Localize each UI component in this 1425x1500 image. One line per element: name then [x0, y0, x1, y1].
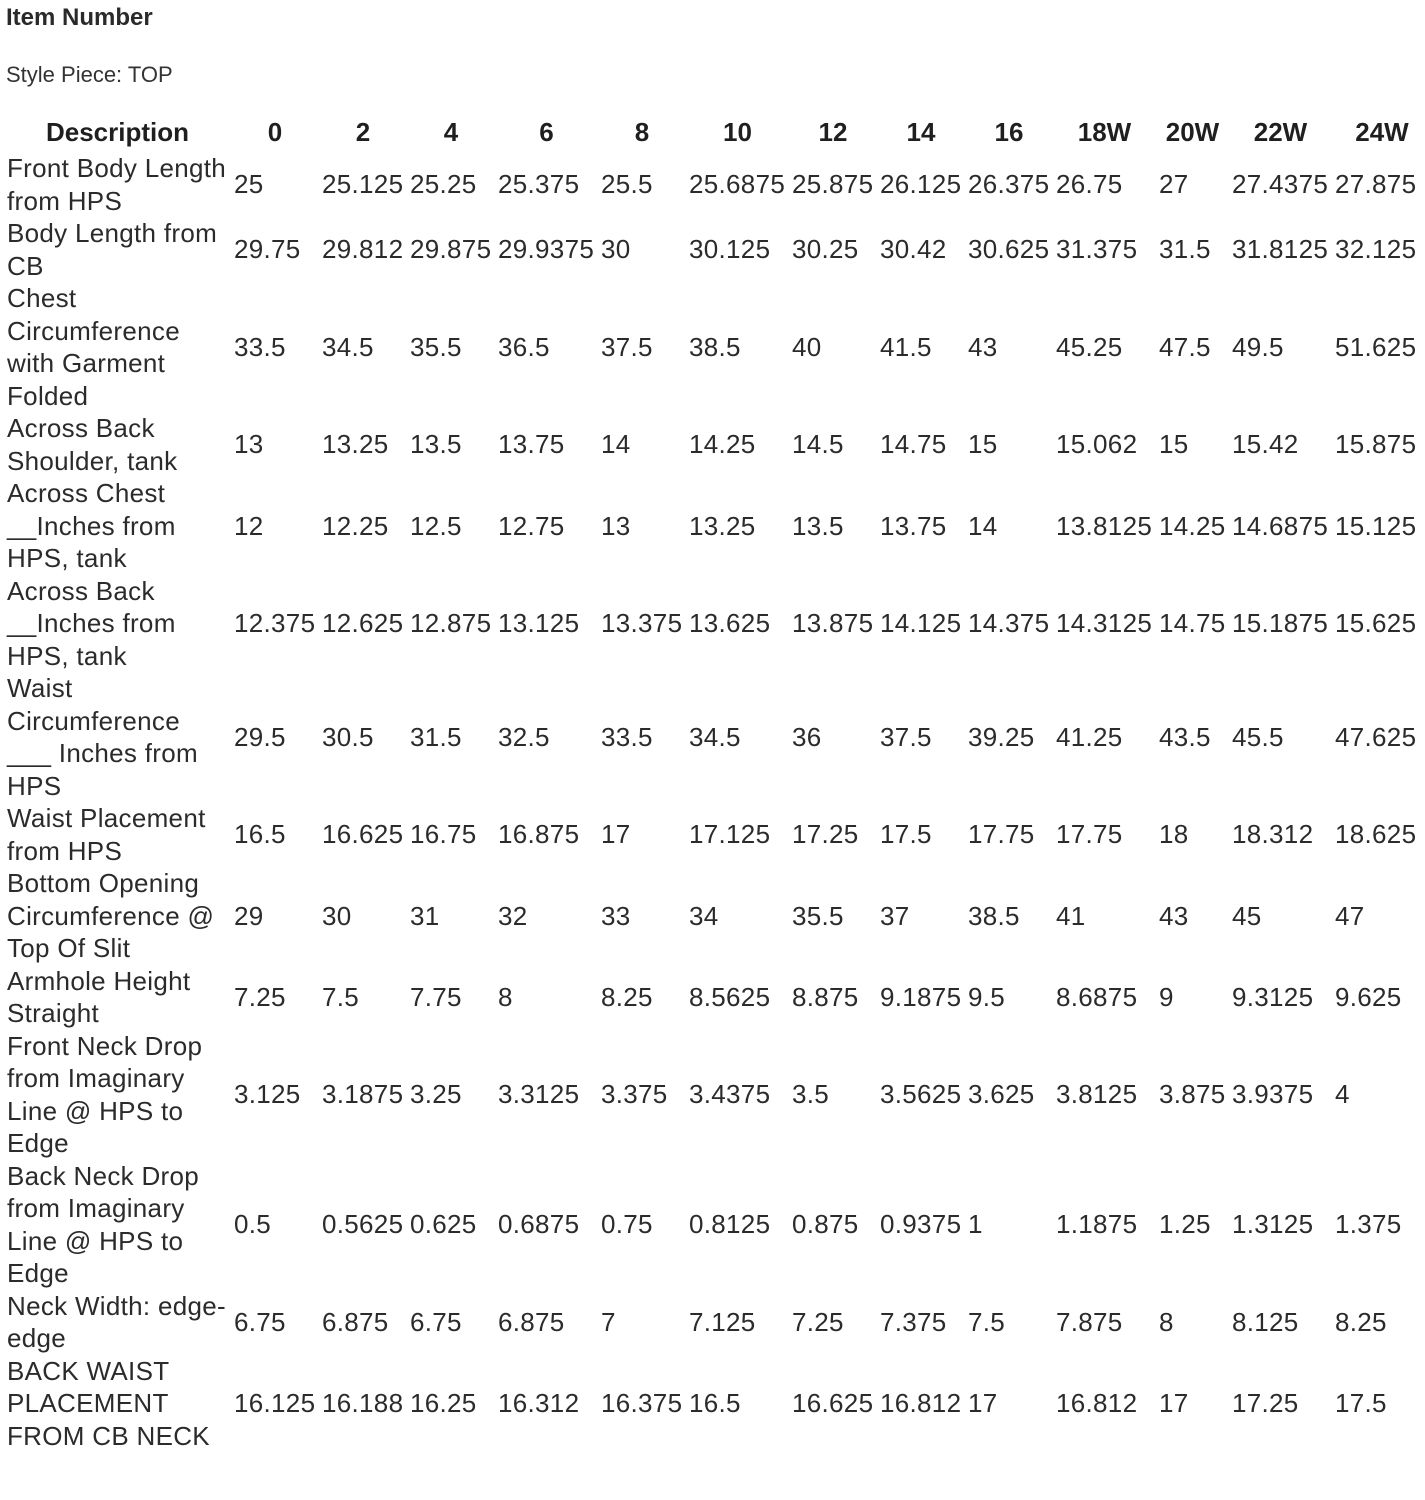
- measurement-cell: 29.9375: [498, 234, 595, 265]
- measurement-cell: 33: [601, 900, 631, 931]
- measurement-cell: 31: [410, 900, 440, 931]
- measurement-cell: 8.5625: [689, 981, 771, 1012]
- measurement-cell: 8.875: [792, 981, 859, 1012]
- table-row: [4, 1030, 1425, 1160]
- measurement-cell: 25.375: [498, 169, 580, 200]
- table-row: [4, 1160, 1425, 1290]
- measurement-cell: 3.1875: [322, 1079, 404, 1110]
- table-header-row: [4, 112, 1425, 152]
- measurement-cell: 17.75: [968, 819, 1035, 850]
- measurement-cell: 16.812: [880, 1388, 962, 1418]
- measurement-cell: 30.625: [968, 234, 1050, 265]
- measurement-cell: 29.5: [234, 721, 286, 752]
- measurement-cell: 13.375: [601, 608, 683, 638]
- measurement-cell: 30: [601, 234, 631, 265]
- measurement-cell: 47.625: [1335, 721, 1417, 752]
- measurement-cell: 1: [968, 1209, 983, 1240]
- measurement-cell: 41.5: [880, 331, 932, 362]
- measurement-cell: 31.375: [1056, 234, 1138, 265]
- measurement-cell: 29.875: [410, 234, 492, 265]
- measurement-cell: 34.5: [689, 721, 741, 752]
- size-column-header: 0: [267, 116, 283, 147]
- measurement-cell: 36.5: [498, 331, 550, 362]
- measurement-cell: 16.188: [322, 1388, 404, 1418]
- measurement-cell: 9.1875: [880, 981, 962, 1012]
- measurement-cell: 6.75: [410, 1306, 462, 1337]
- measurement-cell: 36: [792, 721, 822, 752]
- measurement-cell: 33.5: [601, 721, 653, 752]
- measurement-cell: 9.625: [1335, 981, 1402, 1012]
- measurement-cell: 37: [880, 900, 910, 931]
- table-row: [4, 412, 1425, 477]
- row-description: Across Back Shoulder, tank: [7, 413, 178, 476]
- measurement-cell: 7.375: [880, 1306, 947, 1337]
- measurement-cell: 13: [601, 510, 631, 541]
- size-column-header: 20W: [1165, 116, 1220, 147]
- measurement-cell: 51.625: [1335, 331, 1417, 362]
- measurement-cell: 0.625: [410, 1209, 477, 1240]
- description-column-header: Description: [45, 116, 190, 147]
- measurement-cell: 6.875: [322, 1306, 389, 1337]
- table-row: [4, 152, 1425, 217]
- measurement-cell: 37.5: [880, 721, 932, 752]
- table-row: [4, 965, 1425, 1030]
- measurement-cell: 16.312: [498, 1388, 580, 1418]
- measurement-cell: 29.812: [322, 234, 404, 265]
- measurement-cell: 30.42: [880, 234, 947, 265]
- measurement-cell: 26.125: [880, 169, 962, 200]
- measurement-cell: 3.9375: [1232, 1079, 1314, 1110]
- measurement-cell: 17.5: [880, 819, 932, 850]
- measurement-cell: 16.625: [792, 1388, 874, 1418]
- measurement-cell: 9.3125: [1232, 981, 1314, 1012]
- measurement-cell: 14: [968, 510, 998, 541]
- row-description: Across Back __Inches from HPS, tank: [7, 575, 176, 671]
- measurement-cell: 14.75: [1159, 608, 1226, 638]
- measurement-cell: 0.8125: [689, 1209, 771, 1240]
- measurement-cell: 16.125: [234, 1388, 316, 1418]
- measurement-cell: 14.25: [689, 429, 756, 460]
- table-row: [4, 217, 1425, 282]
- measurement-cell: 15: [1159, 429, 1189, 460]
- measurement-cell: 40: [792, 331, 822, 362]
- measurement-cell: 8.25: [601, 981, 653, 1012]
- measurement-cell: 14.6875: [1232, 510, 1329, 541]
- measurement-cell: 7.25: [792, 1306, 844, 1337]
- measurement-cell: 25.125: [322, 169, 404, 200]
- measurement-cell: 8.125: [1232, 1306, 1299, 1337]
- measurement-cell: 47: [1335, 900, 1365, 931]
- measurement-cell: 3.125: [234, 1079, 301, 1110]
- table-row: [4, 1290, 1425, 1355]
- measurement-cell: 25.25: [410, 169, 477, 200]
- table-row: [4, 1355, 1425, 1453]
- measurement-cell: 34.5: [322, 331, 374, 362]
- measurement-cell: 16.5: [689, 1388, 741, 1418]
- measurement-cell: 7.25: [234, 981, 286, 1012]
- measurement-cell: 27: [1159, 169, 1189, 200]
- measurement-cell: 17.25: [792, 819, 859, 850]
- measurement-cell: 41.25: [1056, 721, 1123, 752]
- measurement-cell: 30: [322, 900, 352, 931]
- measurement-cell: 0.875: [792, 1209, 859, 1240]
- size-column-header: 18W: [1077, 116, 1132, 147]
- measurement-cell: 8.6875: [1056, 981, 1138, 1012]
- measurement-cell: 14.3125: [1056, 608, 1153, 638]
- measurement-cell: 32: [498, 900, 528, 931]
- measurement-cell: 38.5: [968, 900, 1020, 931]
- measurement-cell: 15.125: [1335, 510, 1417, 541]
- size-column-header: 10: [723, 116, 752, 147]
- measurement-cell: 9.5: [968, 981, 1006, 1012]
- measurement-cell: 27.4375: [1232, 169, 1329, 200]
- measurement-cell: 14.5: [792, 429, 844, 460]
- measurement-cell: 16.875: [498, 819, 580, 850]
- measurement-cell: 25.875: [792, 169, 874, 200]
- measurement-cell: 12.625: [322, 608, 404, 638]
- measurement-cell: 15.875: [1335, 429, 1417, 460]
- size-column-header: 16: [994, 116, 1024, 147]
- size-column-header: 14: [906, 116, 936, 147]
- measurement-cell: 13.75: [880, 510, 947, 541]
- measurement-cell: 3.5625: [880, 1079, 962, 1110]
- measurement-cell: 0.9375: [880, 1209, 962, 1240]
- measurement-cell: 43: [1159, 900, 1189, 931]
- measurement-cell: 3.8125: [1056, 1079, 1138, 1110]
- measurement-cell: 14.75: [880, 429, 947, 460]
- row-description: Body Length from CB: [7, 218, 218, 281]
- measurement-cell: 13.625: [689, 608, 771, 638]
- style-piece-label: Style Piece: TOP: [6, 62, 173, 87]
- row-description: Bottom Opening Circumference @ Top Of Slit: [7, 868, 215, 963]
- measurement-cell: 29: [234, 900, 264, 931]
- measurement-cell: 45.5: [1232, 721, 1284, 752]
- measurement-cell: 17: [601, 819, 631, 850]
- measurement-cell: 29.75: [234, 234, 301, 265]
- measurement-cell: 15.1875: [1232, 608, 1329, 638]
- row-description: Front Neck Drop from Imaginary Line @ HPS to Edge: [7, 1030, 203, 1158]
- measurement-cell: 1.1875: [1056, 1209, 1138, 1240]
- table-row: [4, 575, 1425, 673]
- measurement-cell: 16.75: [410, 819, 477, 850]
- size-column-header: 2: [355, 116, 371, 147]
- measurement-cell: 38.5: [689, 331, 741, 362]
- row-description: Waist Placement from HPS: [7, 803, 206, 866]
- measurement-cell: 12.875: [410, 608, 492, 638]
- size-column-header: 24W: [1355, 116, 1409, 147]
- measurement-cell: 47.5: [1159, 331, 1211, 362]
- measurement-cell: 3.625: [968, 1079, 1035, 1110]
- measurement-cell: 39.25: [968, 721, 1035, 752]
- measurement-cell: 16.625: [322, 819, 404, 850]
- measurement-cell: 9: [1159, 981, 1174, 1012]
- measurement-cell: 13.75: [498, 429, 565, 460]
- measurement-cell: 7.875: [1056, 1306, 1123, 1337]
- measurement-cell: 41: [1056, 900, 1086, 931]
- measurement-cell: 16.5: [234, 819, 286, 850]
- measurement-cell: 14.375: [968, 608, 1050, 638]
- measurement-cell: 15.625: [1335, 608, 1417, 638]
- measurement-cell: 18: [1159, 819, 1189, 850]
- measurement-cell: 27.875: [1335, 169, 1417, 200]
- measurement-cell: 30.25: [792, 234, 859, 265]
- measurement-cell: 3.5: [792, 1079, 830, 1110]
- measurement-cell: 8: [498, 981, 513, 1012]
- measurement-cell: 25.5: [601, 169, 653, 200]
- row-description: Armhole Height Straight: [7, 965, 191, 1028]
- measurement-cell: 18.312: [1232, 819, 1314, 850]
- measurement-cell: 31.5: [410, 721, 462, 752]
- measurement-cell: 14.125: [880, 608, 962, 638]
- measurement-cell: 31.8125: [1232, 234, 1329, 265]
- measurement-cell: 17.5: [1335, 1388, 1387, 1418]
- size-column-header: 12: [818, 116, 848, 147]
- row-description: BACK WAIST PLACEMENT FROM CB NECK: [7, 1355, 210, 1451]
- measurement-cell: 0.5625: [322, 1209, 404, 1240]
- measurement-cell: 7.5: [322, 981, 360, 1012]
- measurement-cell: 43.5: [1159, 721, 1211, 752]
- measurement-cell: 31.5: [1159, 234, 1211, 265]
- measurement-cell: 13.5: [792, 510, 844, 541]
- measurement-cell: 26.375: [968, 169, 1050, 200]
- table-row: [4, 867, 1425, 965]
- measurement-cell: 25.6875: [689, 169, 786, 200]
- measurement-cell: 33.5: [234, 331, 286, 362]
- measurement-cell: 14.25: [1159, 510, 1226, 541]
- row-description: Chest Circumference with Garment Folded: [7, 283, 180, 411]
- measurement-cell: 12.375: [234, 608, 316, 638]
- measurement-cell: 17.125: [689, 819, 771, 850]
- table-body: [4, 152, 1425, 1452]
- measurement-cell: 32.125: [1335, 234, 1417, 265]
- measurement-cell: 7: [601, 1306, 616, 1337]
- measurement-cell: 13.5: [410, 429, 462, 460]
- measurement-cell: 6.875: [498, 1306, 565, 1337]
- measurement-cell: 49.5: [1232, 331, 1284, 362]
- row-description: Back Neck Drop from Imaginary Line @ HPS to Edge: [7, 1160, 200, 1288]
- measurement-cell: 12.75: [498, 510, 565, 541]
- measurement-cell: 30.125: [689, 234, 771, 265]
- measurement-cell: 18.625: [1335, 819, 1417, 850]
- row-description: Neck Width: edge-edge: [7, 1290, 226, 1353]
- measurement-cell: 45: [1232, 900, 1262, 931]
- measurement-cell: 12.25: [322, 510, 389, 541]
- table-row: [4, 802, 1425, 867]
- item-number-heading: Item Number: [6, 4, 153, 31]
- table-row: [4, 477, 1425, 575]
- measurement-cell: 13.875: [792, 608, 874, 638]
- measurement-cell: 17.25: [1232, 1388, 1299, 1418]
- measurement-cell: 17.75: [1056, 819, 1123, 850]
- row-description: Front Body Length from HPS: [7, 153, 227, 216]
- row-description: Across Chest __Inches from HPS, tank: [7, 478, 176, 573]
- measurement-cell: 34: [689, 900, 719, 931]
- measurement-cell: 1.375: [1335, 1209, 1402, 1240]
- measurement-cell: 32.5: [498, 721, 550, 752]
- measurement-cell: 7.125: [689, 1306, 756, 1337]
- measurement-cell: 14: [601, 429, 631, 460]
- measurement-cell: 35.5: [792, 900, 844, 931]
- measurement-cell: 16.375: [601, 1388, 683, 1418]
- measurement-cell: 0.6875: [498, 1209, 580, 1240]
- measurement-cell: 4: [1335, 1079, 1350, 1110]
- measurement-cell: 17: [968, 1388, 998, 1418]
- measurement-cell: 6.75: [234, 1306, 286, 1337]
- measurement-cell: 15.42: [1232, 429, 1299, 460]
- measurement-cell: 16.812: [1056, 1388, 1138, 1418]
- measurement-cell: 26.75: [1056, 169, 1123, 200]
- measurement-cell: 13.8125: [1056, 510, 1153, 541]
- measurement-cell: 0.5: [234, 1209, 272, 1240]
- size-column-header: 6: [539, 116, 554, 147]
- measurement-cell: 12: [234, 510, 264, 541]
- size-column-header: 22W: [1253, 116, 1308, 147]
- table-row: [4, 282, 1425, 412]
- measurement-cell: 43: [968, 331, 998, 362]
- size-column-header: 8: [634, 116, 650, 147]
- measurement-cell: 1.3125: [1232, 1209, 1314, 1240]
- measurement-cell: 3.3125: [498, 1079, 580, 1110]
- measurement-cell: 13.125: [498, 608, 580, 638]
- size-column-header: 4: [443, 116, 459, 147]
- measurement-cell: 3.4375: [689, 1079, 771, 1110]
- measurement-cell: 1.25: [1159, 1209, 1211, 1240]
- measurement-cell: 8.25: [1335, 1306, 1387, 1337]
- table-row: [4, 672, 1425, 802]
- measurement-cell: 7.5: [968, 1306, 1006, 1337]
- measurement-cell: 35.5: [410, 331, 462, 362]
- measurement-cell: 30.5: [322, 721, 374, 752]
- size-spec-table: [4, 112, 1425, 1452]
- measurement-cell: 3.875: [1159, 1079, 1226, 1110]
- measurement-cell: 25: [234, 169, 264, 200]
- measurement-cell: 16.25: [410, 1388, 477, 1418]
- measurement-cell: 13.25: [689, 510, 756, 541]
- measurement-cell: 17: [1159, 1388, 1189, 1418]
- measurement-cell: 8: [1159, 1306, 1174, 1337]
- measurement-cell: 13: [234, 429, 264, 460]
- measurement-cell: 7.75: [410, 981, 462, 1012]
- measurement-cell: 12.5: [410, 510, 462, 541]
- measurement-cell: 45.25: [1056, 331, 1123, 362]
- measurement-cell: 15: [968, 429, 998, 460]
- measurement-cell: 37.5: [601, 331, 653, 362]
- measurement-cell: 3.25: [410, 1079, 462, 1110]
- row-description: Waist Circumference ___ Inches from HPS: [7, 673, 198, 801]
- measurement-cell: 3.375: [601, 1079, 668, 1110]
- measurement-cell: 0.75: [601, 1209, 653, 1240]
- measurement-cell: 13.25: [322, 429, 389, 460]
- measurement-cell: 15.062: [1056, 429, 1138, 460]
